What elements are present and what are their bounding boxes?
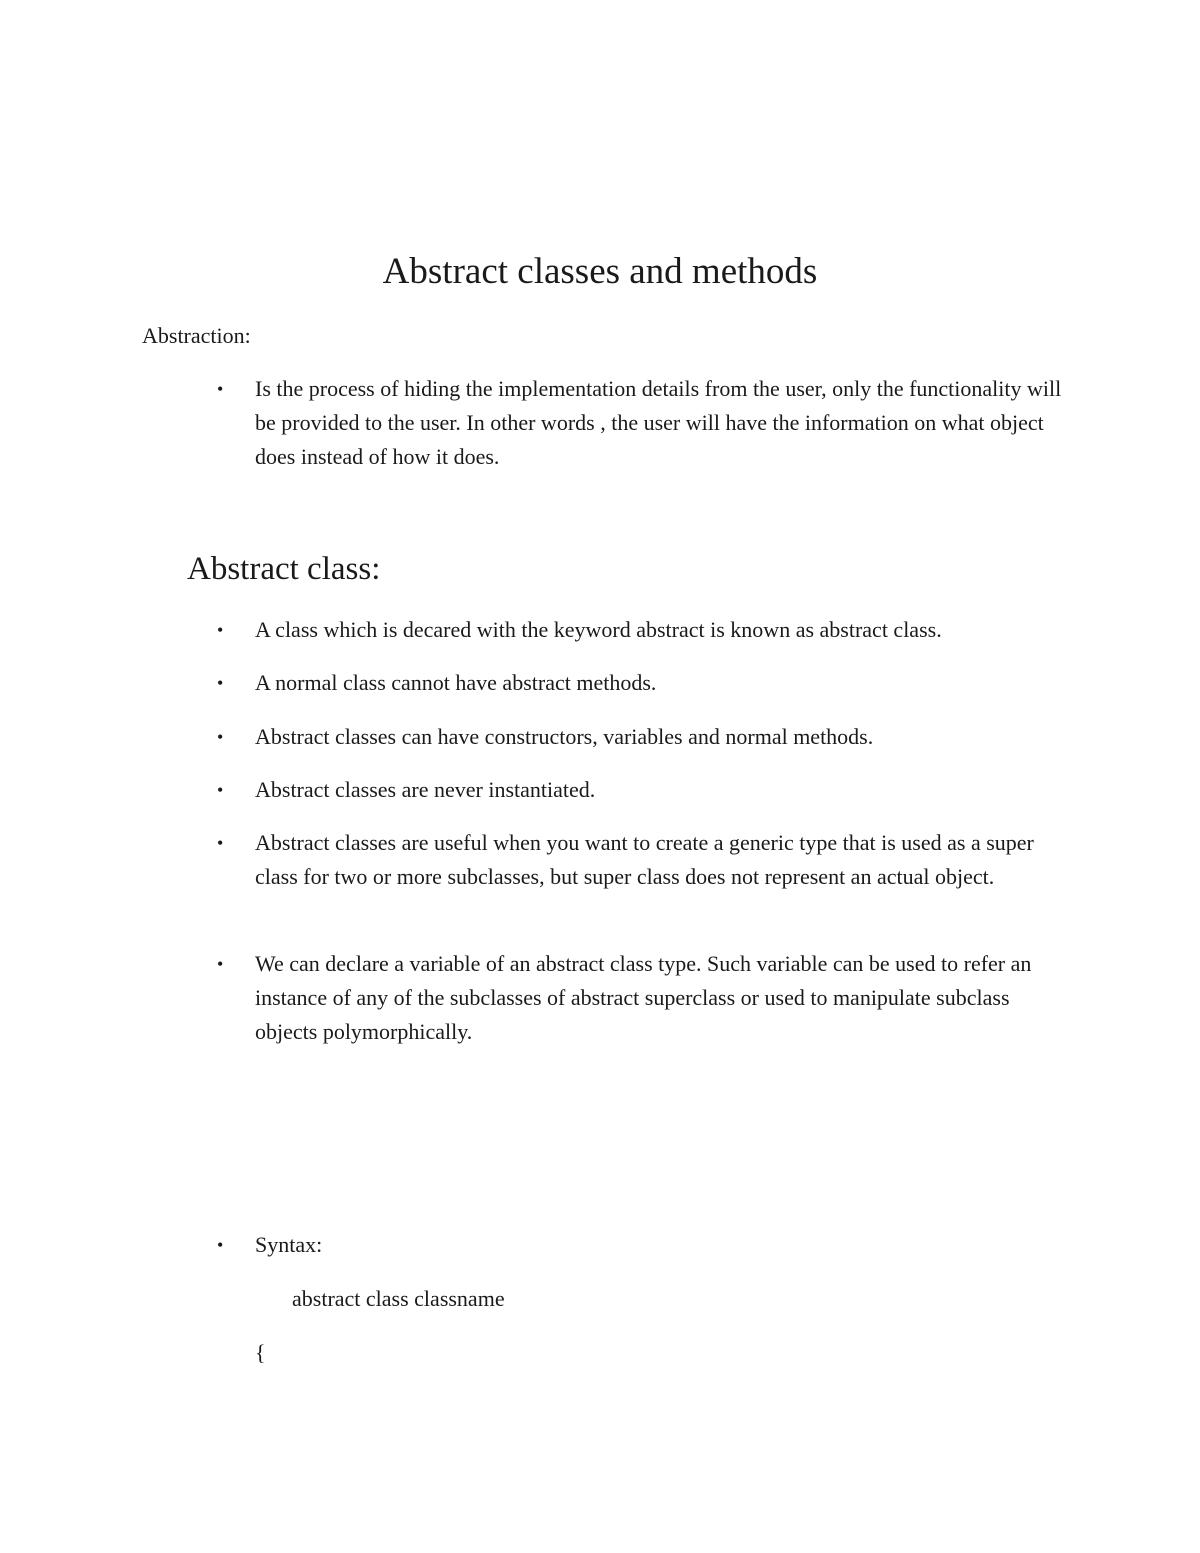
syntax-label: Syntax: <box>255 1232 323 1257</box>
bullet-icon: • <box>217 833 224 853</box>
bullet-icon: • <box>217 954 224 974</box>
list-item-text: We can declare a variable of an abstract class type. Such variable can be used to refer an instance of any of the subclasses of abstract superclass or used to manipulate subclass objects polymorphically. <box>255 951 1032 1044</box>
section-heading-abstract-class: Abstract class: <box>187 551 381 587</box>
bullet-icon: • <box>217 673 224 693</box>
list-item-text: Is the process of hiding the implementation details from the user, only the functionality will be provided to the user. In other words , the user will have the information on what object does instead of how it does. <box>255 376 1062 469</box>
syntax-code-brace: { <box>255 1340 266 1365</box>
syntax-code-line: abstract class classname <box>292 1286 505 1311</box>
list-item-text: Abstract classes can have constructors, variables and normal methods. <box>255 724 874 749</box>
bullet-icon: • <box>217 780 224 800</box>
list-item-text: A class which is decared with the keyword abstract is known as abstract class. <box>255 617 942 642</box>
bullet-icon: • <box>217 620 224 640</box>
list-item-text: Abstract classes are useful when you want to create a generic type that is used as a super class for two or more subclasses, but super class does not represent an actual object. <box>255 830 1034 889</box>
bullet-icon: • <box>217 379 224 399</box>
list-item-text: Abstract classes are never instantiated. <box>255 777 596 802</box>
bullet-icon: • <box>217 727 224 747</box>
page-title: Abstract classes and methods <box>382 251 818 292</box>
list-item-text: A normal class cannot have abstract methods. <box>255 670 657 695</box>
bullet-icon: • <box>217 1235 224 1255</box>
abstraction-label: Abstraction: <box>142 323 251 348</box>
